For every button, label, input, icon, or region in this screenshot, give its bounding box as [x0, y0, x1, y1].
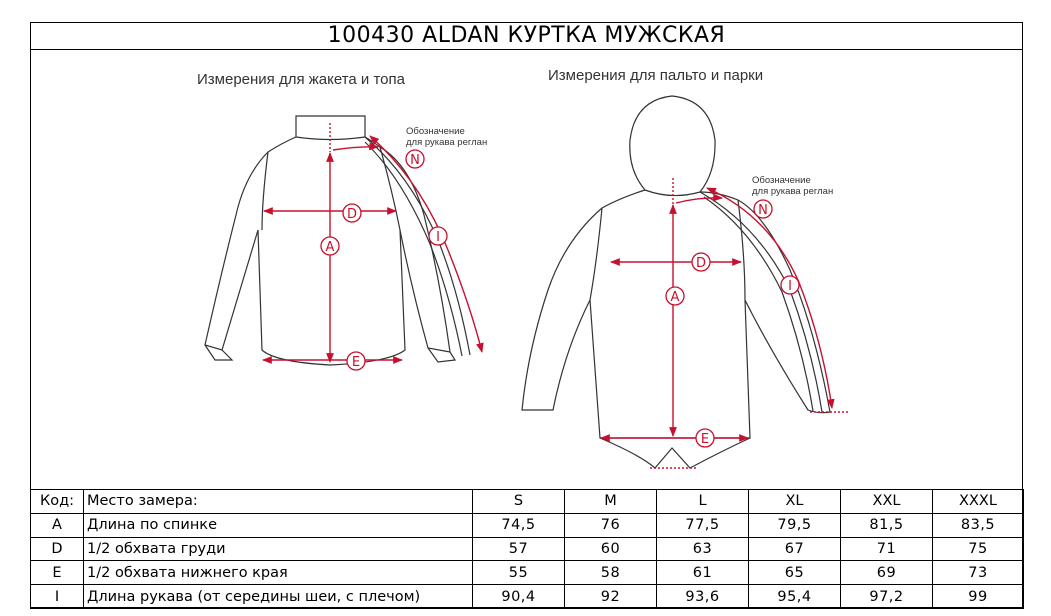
row-code: I [31, 585, 84, 609]
jacket-measurements [263, 123, 482, 362]
size-header: M [565, 490, 657, 514]
row-value: 97,2 [841, 585, 933, 609]
coat-measurements [601, 178, 850, 468]
row-value: 92 [565, 585, 657, 609]
row-label: Длина по спинке [84, 513, 473, 537]
row-value: 99 [933, 585, 1024, 609]
row-value: 65 [749, 561, 841, 585]
size-header: S [473, 490, 565, 514]
row-value: 90,4 [473, 585, 565, 609]
row-value: 77,5 [657, 513, 749, 537]
size-header: XXL [841, 490, 933, 514]
jacket-caption: Измерения для жакета и топа [197, 71, 405, 88]
size-header: XL [749, 490, 841, 514]
row-value: 67 [749, 537, 841, 561]
coat-label-e: E [700, 432, 710, 447]
row-value: 71 [841, 537, 933, 561]
jacket-label-d: D [346, 207, 358, 222]
row-value: 60 [565, 537, 657, 561]
row-label: Длина рукава (от середины шеи, с плечом) [84, 585, 473, 609]
row-label: 1/2 обхвата груди [84, 537, 473, 561]
page-title: 100430 ALDAN КУРТКА МУЖСКАЯ [30, 22, 1023, 50]
row-code: A [31, 513, 84, 537]
row-value: 76 [565, 513, 657, 537]
row-value: 61 [657, 561, 749, 585]
coat-label-n: N [758, 203, 768, 218]
jacket-label-n: N [410, 153, 420, 168]
size-table [30, 489, 1024, 609]
row-value: 74,5 [473, 513, 565, 537]
row-value: 75 [933, 537, 1024, 561]
jacket-label-a: A [325, 240, 335, 255]
table-header-row [31, 490, 1024, 514]
row-value: 93,6 [657, 585, 749, 609]
coat-caption: Измерения для пальто и парки [548, 67, 764, 84]
table-row [31, 585, 1024, 609]
row-value: 58 [565, 561, 657, 585]
row-value: 63 [657, 537, 749, 561]
row-code: D [31, 537, 84, 561]
coat-label-i: I [788, 279, 792, 294]
coat-labels [666, 200, 799, 447]
row-value: 81,5 [841, 513, 933, 537]
coat-label-d: D [695, 256, 707, 271]
row-value: 73 [933, 561, 1024, 585]
table-row [31, 561, 1024, 585]
jacket-labels [321, 150, 447, 370]
coat-raglan-note: Обозначение для рукава реглан [752, 175, 834, 197]
jacket-label-e: E [351, 355, 361, 370]
size-header: XXXL [933, 490, 1024, 514]
code-header: Код: [31, 490, 84, 514]
row-value: 95,4 [749, 585, 841, 609]
table-row [31, 537, 1024, 561]
coat-label-a: A [670, 290, 680, 305]
row-value: 69 [841, 561, 933, 585]
table-row [31, 513, 1024, 537]
place-header: Место замера: [84, 490, 473, 514]
jacket-label-i: I [436, 230, 440, 245]
row-value: 79,5 [749, 513, 841, 537]
row-code: E [31, 561, 84, 585]
row-value: 55 [473, 561, 565, 585]
row-value: 57 [473, 537, 565, 561]
size-header: L [657, 490, 749, 514]
jacket-raglan-note: Обозначение для рукава реглан [406, 126, 488, 148]
row-label: 1/2 обхвата нижнего края [84, 561, 473, 585]
row-value: 83,5 [933, 513, 1024, 537]
